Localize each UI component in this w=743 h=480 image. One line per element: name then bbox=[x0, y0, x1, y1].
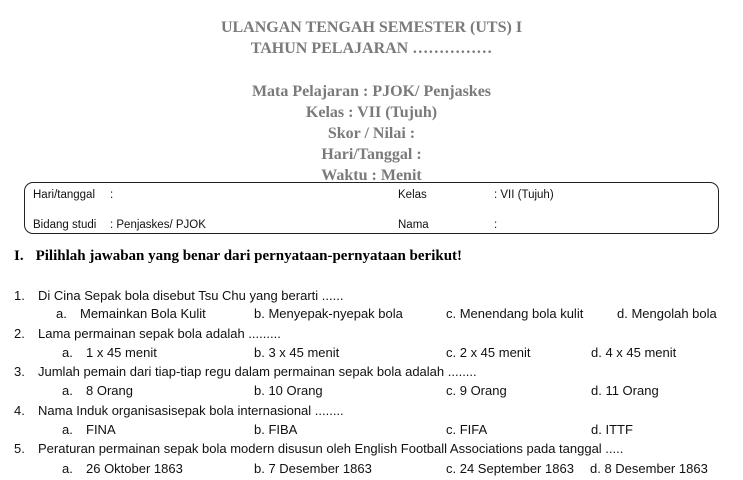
option-b: b. 10 Orang bbox=[254, 383, 323, 398]
exam-title: ULANGAN TENGAH SEMESTER (UTS) I bbox=[220, 19, 523, 36]
option-a: Memainkan Bola Kulit bbox=[80, 306, 206, 321]
option-d: d. 8 Desember 1863 bbox=[590, 461, 708, 476]
option-a: 26 Oktober 1863 bbox=[86, 461, 183, 476]
option-c: c. FIFA bbox=[446, 422, 488, 437]
question-number: 1. bbox=[14, 288, 25, 303]
option-a-label: a. bbox=[56, 306, 67, 321]
option-b: b. FIBA bbox=[254, 422, 298, 437]
question-number: 4. bbox=[14, 403, 25, 418]
section-number: I. bbox=[14, 248, 24, 264]
option-d: d. 11 Orang bbox=[591, 383, 659, 398]
hari-label: Hari/tanggal bbox=[33, 189, 96, 201]
subject-line: Mata Pelajaran : PJOK/ Penjaskes bbox=[251, 83, 492, 100]
section-title: Pilihlah jawaban yang benar dari pernyataan-pernyataan berikut! bbox=[35, 248, 463, 264]
option-b: b. Menyepak-nyepak bola bbox=[254, 306, 403, 321]
question-text: Peraturan permainan sepak bola modern disusun oleh English Football Associations pada tanggal ..... bbox=[38, 441, 624, 456]
option-d: d. Mengolah bola bbox=[617, 306, 717, 321]
option-b: b. 7 Desember 1863 bbox=[254, 461, 372, 476]
option-a-label: a. bbox=[62, 383, 73, 398]
section-heading bbox=[14, 247, 462, 265]
bidang-value: : Penjaskes/ PJOK bbox=[110, 219, 206, 231]
option-a-label: a. bbox=[62, 461, 73, 476]
question-text: Di Cina Sepak bola disebut Tsu Chu yang berarti ...... bbox=[38, 288, 344, 303]
option-a-label: a. bbox=[62, 422, 73, 437]
kelas-label: Kelas bbox=[398, 189, 427, 201]
option-a: FINA bbox=[86, 422, 116, 437]
question-text: Lama permainan sepak bola adalah ......... bbox=[38, 326, 281, 341]
question-text: Nama Induk organisasisepak bola internasional ........ bbox=[38, 403, 344, 418]
hari-value: : bbox=[110, 189, 114, 201]
option-a: 8 Orang bbox=[86, 383, 133, 398]
date-line: Hari/Tanggal : bbox=[321, 146, 422, 163]
nama-label: Nama bbox=[398, 219, 429, 231]
nama-value: : bbox=[494, 219, 498, 231]
question-number: 2. bbox=[14, 326, 25, 341]
option-c: c. 24 September 1863 bbox=[446, 461, 574, 476]
kelas-value: : VII (Tujuh) bbox=[494, 189, 554, 201]
option-d: d. 4 x 45 menit bbox=[591, 345, 677, 360]
question-number: 3. bbox=[14, 364, 25, 379]
bidang-label: Bidang studi bbox=[33, 219, 97, 231]
score-line: Skor / Nilai : bbox=[327, 125, 416, 142]
option-a: 1 x 45 menit bbox=[86, 345, 157, 360]
time-line: Waktu : Menit bbox=[321, 167, 422, 184]
option-c: c. Menendang bola kulit bbox=[446, 306, 584, 321]
question-text: Jumlah pemain dari tiap-tiap regu dalam permainan sepak bola adalah ........ bbox=[38, 364, 477, 379]
option-d: d. ITTF bbox=[591, 422, 633, 437]
academic-year: TAHUN PELAJARAN …………… bbox=[250, 40, 493, 57]
option-c: c. 9 Orang bbox=[446, 383, 507, 398]
question-number: 5. bbox=[14, 441, 25, 456]
class-line: Kelas : VII (Tujuh) bbox=[305, 104, 438, 121]
option-a-label: a. bbox=[62, 345, 73, 360]
option-b: b. 3 x 45 menit bbox=[254, 345, 340, 360]
option-c: c. 2 x 45 menit bbox=[446, 345, 531, 360]
